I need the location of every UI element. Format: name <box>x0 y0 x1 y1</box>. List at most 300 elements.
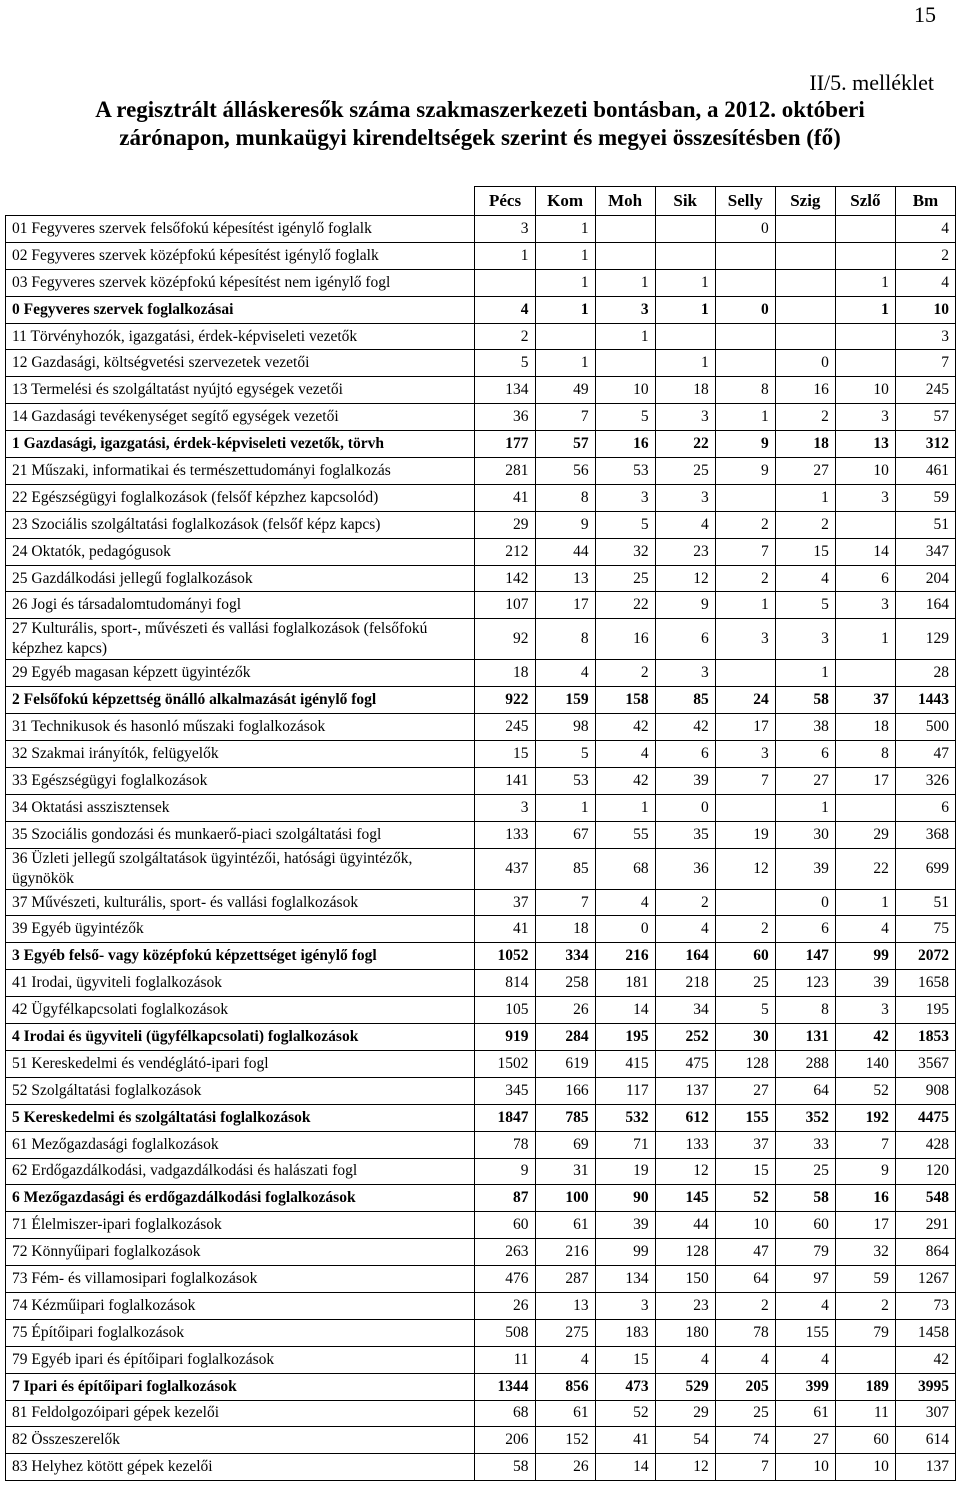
value-cell: 0 <box>655 794 715 821</box>
row-label: 25 Gazdálkodási jellegű foglalkozások <box>6 565 475 592</box>
value-cell: 98 <box>535 714 595 741</box>
value-cell: 71 <box>595 1131 655 1158</box>
value-cell: 19 <box>715 821 775 848</box>
value-cell: 281 <box>475 458 535 485</box>
value-cell: 60 <box>475 1212 535 1239</box>
value-cell: 4 <box>895 269 955 296</box>
value-cell: 5 <box>475 350 535 377</box>
value-cell: 37 <box>475 889 535 916</box>
value-cell <box>655 216 715 243</box>
value-cell: 44 <box>535 538 595 565</box>
value-cell: 4 <box>655 511 715 538</box>
value-cell: 8 <box>775 997 835 1024</box>
value-cell: 428 <box>895 1131 955 1158</box>
table-row <box>6 350 956 377</box>
value-cell: 34 <box>655 997 715 1024</box>
value-cell: 461 <box>895 458 955 485</box>
value-cell: 284 <box>535 1024 595 1051</box>
table-row <box>6 1212 956 1239</box>
value-cell: 19 <box>595 1158 655 1185</box>
value-cell: 61 <box>535 1212 595 1239</box>
value-cell: 11 <box>475 1346 535 1373</box>
value-cell: 17 <box>835 1212 895 1239</box>
row-label: 0 Fegyveres szervek foglalkozásai <box>6 296 475 323</box>
value-cell: 2 <box>475 323 535 350</box>
value-cell: 8 <box>715 377 775 404</box>
table-row <box>6 741 956 768</box>
value-cell: 3 <box>595 1292 655 1319</box>
value-cell: 345 <box>475 1077 535 1104</box>
value-cell: 152 <box>535 1427 595 1454</box>
value-cell: 13 <box>835 431 895 458</box>
value-cell: 55 <box>595 821 655 848</box>
value-cell: 57 <box>535 431 595 458</box>
value-cell: 8 <box>535 619 595 660</box>
table-row <box>6 1454 956 1481</box>
row-label: 2 Felsőfokú képzettség önálló alkalmazását igénylő fogl <box>6 687 475 714</box>
value-cell: 8 <box>835 741 895 768</box>
value-cell: 128 <box>655 1239 715 1266</box>
table-row <box>6 767 956 794</box>
value-cell: 3 <box>655 660 715 687</box>
value-cell: 18 <box>655 377 715 404</box>
value-cell: 2 <box>775 404 835 431</box>
value-cell: 24 <box>715 687 775 714</box>
value-cell: 75 <box>895 916 955 943</box>
row-label: 22 Egészségügyi foglalkozások (felsőf képzhez kapcsolód) <box>6 484 475 511</box>
value-cell <box>835 323 895 350</box>
value-cell: 919 <box>475 1024 535 1051</box>
value-cell: 1 <box>535 794 595 821</box>
value-cell <box>475 269 535 296</box>
row-label: 24 Oktatók, pedagógusok <box>6 538 475 565</box>
value-cell: 61 <box>535 1400 595 1427</box>
value-cell: 1 <box>775 660 835 687</box>
value-cell: 437 <box>475 848 535 889</box>
row-label: 52 Szolgáltatási foglalkozások <box>6 1077 475 1104</box>
value-cell: 1 <box>775 484 835 511</box>
value-cell: 263 <box>475 1239 535 1266</box>
table-row <box>6 660 956 687</box>
value-cell: 56 <box>535 458 595 485</box>
value-cell: 2072 <box>895 943 955 970</box>
value-cell <box>775 323 835 350</box>
value-cell: 58 <box>775 687 835 714</box>
value-cell: 51 <box>895 511 955 538</box>
value-cell: 61 <box>775 1400 835 1427</box>
value-cell: 30 <box>775 821 835 848</box>
value-cell <box>715 350 775 377</box>
header-corner <box>6 187 475 216</box>
value-cell: 288 <box>775 1050 835 1077</box>
value-cell: 352 <box>775 1104 835 1131</box>
value-cell: 9 <box>715 431 775 458</box>
value-cell: 73 <box>895 1292 955 1319</box>
table-row <box>6 458 956 485</box>
value-cell: 10 <box>715 1212 775 1239</box>
value-cell: 1 <box>535 242 595 269</box>
value-cell: 908 <box>895 1077 955 1104</box>
value-cell: 334 <box>535 943 595 970</box>
value-cell: 500 <box>895 714 955 741</box>
value-cell: 4 <box>475 296 535 323</box>
value-cell: 181 <box>595 970 655 997</box>
table-row <box>6 511 956 538</box>
value-cell: 155 <box>715 1104 775 1131</box>
value-cell: 183 <box>595 1319 655 1346</box>
value-cell: 22 <box>655 431 715 458</box>
value-cell: 79 <box>835 1319 895 1346</box>
value-cell: 41 <box>475 484 535 511</box>
table-row-subtotal <box>6 943 956 970</box>
row-label: 36 Üzleti jellegű szolgáltatások ügyintézői, hatósági ügyintézők, ügynökök <box>6 848 475 889</box>
value-cell <box>775 242 835 269</box>
value-cell: 39 <box>835 970 895 997</box>
value-cell: 1 <box>535 350 595 377</box>
value-cell: 9 <box>715 458 775 485</box>
value-cell: 164 <box>895 592 955 619</box>
header-cell: Szig <box>775 187 835 216</box>
value-cell: 17 <box>535 592 595 619</box>
value-cell: 2 <box>595 660 655 687</box>
value-cell: 7 <box>715 767 775 794</box>
value-cell: 6 <box>655 619 715 660</box>
value-cell: 4 <box>595 741 655 768</box>
value-cell: 2 <box>835 1292 895 1319</box>
value-cell: 192 <box>835 1104 895 1131</box>
value-cell: 189 <box>835 1373 895 1400</box>
value-cell: 52 <box>715 1185 775 1212</box>
value-cell: 216 <box>535 1239 595 1266</box>
table-row <box>6 216 956 243</box>
value-cell: 164 <box>655 943 715 970</box>
title-line-2: zárónapon, munkaügyi kirendeltségek szerint és megyei összesítésben (fő) <box>119 125 841 150</box>
value-cell: 38 <box>775 714 835 741</box>
value-cell: 15 <box>715 1158 775 1185</box>
table-body <box>6 216 956 1481</box>
value-cell <box>835 511 895 538</box>
value-cell: 140 <box>835 1050 895 1077</box>
value-cell: 25 <box>775 1158 835 1185</box>
row-label: 32 Szakmai irányítók, felügyelők <box>6 741 475 768</box>
row-label: 41 Irodai, ügyviteli foglalkozások <box>6 970 475 997</box>
value-cell: 120 <box>895 1158 955 1185</box>
value-cell: 42 <box>835 1024 895 1051</box>
value-cell: 699 <box>895 848 955 889</box>
value-cell: 476 <box>475 1266 535 1293</box>
value-cell: 29 <box>655 1400 715 1427</box>
value-cell: 16 <box>595 431 655 458</box>
value-cell: 6 <box>835 565 895 592</box>
table-row <box>6 889 956 916</box>
value-cell: 4 <box>595 889 655 916</box>
table-row <box>6 269 956 296</box>
value-cell: 145 <box>655 1185 715 1212</box>
value-cell: 39 <box>655 767 715 794</box>
value-cell: 1 <box>475 242 535 269</box>
value-cell: 60 <box>835 1427 895 1454</box>
value-cell: 1458 <box>895 1319 955 1346</box>
value-cell: 67 <box>535 821 595 848</box>
value-cell: 41 <box>595 1427 655 1454</box>
value-cell: 1 <box>535 216 595 243</box>
value-cell: 275 <box>535 1319 595 1346</box>
value-cell: 548 <box>895 1185 955 1212</box>
value-cell: 99 <box>835 943 895 970</box>
value-cell: 1 <box>595 323 655 350</box>
value-cell: 0 <box>715 296 775 323</box>
row-label: 12 Gazdasági, költségvetési szervezetek vezetői <box>6 350 475 377</box>
value-cell: 12 <box>715 848 775 889</box>
value-cell <box>715 484 775 511</box>
value-cell: 4 <box>895 216 955 243</box>
value-cell: 2 <box>715 565 775 592</box>
row-label: 27 Kulturális, sport-, művészeti és vallási foglalkozások (felsőfokú képzhez kapcs) <box>6 619 475 660</box>
title-line-1: A regisztrált álláskeresők száma szakmaszerkezeti bontásban, a 2012. októberi <box>95 97 865 122</box>
row-label: 7 Ipari és építőipari foglalkozások <box>6 1373 475 1400</box>
value-cell <box>835 216 895 243</box>
value-cell: 195 <box>895 997 955 1024</box>
value-cell: 131 <box>775 1024 835 1051</box>
value-cell: 1847 <box>475 1104 535 1131</box>
table-row <box>6 1427 956 1454</box>
value-cell: 6 <box>895 794 955 821</box>
value-cell: 36 <box>475 404 535 431</box>
table-row-subtotal <box>6 1104 956 1131</box>
value-cell: 117 <box>595 1077 655 1104</box>
value-cell: 7 <box>895 350 955 377</box>
value-cell: 6 <box>775 916 835 943</box>
table-row <box>6 377 956 404</box>
table-row-subtotal <box>6 1185 956 1212</box>
value-cell: 155 <box>775 1319 835 1346</box>
row-label: 1 Gazdasági, igazgatási, érdek-képviseleti vezetők, törvh <box>6 431 475 458</box>
value-cell: 22 <box>595 592 655 619</box>
value-cell: 5 <box>595 511 655 538</box>
value-cell: 59 <box>835 1266 895 1293</box>
page-number: 15 <box>914 2 936 27</box>
table-row-subtotal <box>6 1024 956 1051</box>
value-cell: 27 <box>715 1077 775 1104</box>
value-cell: 12 <box>655 1158 715 1185</box>
value-cell: 15 <box>475 741 535 768</box>
row-label: 72 Könnyűipari foglalkozások <box>6 1239 475 1266</box>
value-cell: 26 <box>475 1292 535 1319</box>
value-cell: 1443 <box>895 687 955 714</box>
value-cell: 1 <box>595 269 655 296</box>
value-cell: 42 <box>595 767 655 794</box>
value-cell <box>715 889 775 916</box>
value-cell: 39 <box>595 1212 655 1239</box>
row-label: 62 Erdőgazdálkodási, vadgazdálkodási és halászati fogl <box>6 1158 475 1185</box>
value-cell: 13 <box>535 565 595 592</box>
table-row <box>6 970 956 997</box>
table-row <box>6 1131 956 1158</box>
value-cell: 9 <box>535 511 595 538</box>
value-cell: 8 <box>535 484 595 511</box>
table-row <box>6 1158 956 1185</box>
value-cell: 133 <box>655 1131 715 1158</box>
table-row <box>6 565 956 592</box>
header-cell: Szlő <box>835 187 895 216</box>
value-cell: 1 <box>835 269 895 296</box>
value-cell: 150 <box>655 1266 715 1293</box>
value-cell: 399 <box>775 1373 835 1400</box>
value-cell: 52 <box>595 1400 655 1427</box>
value-cell: 134 <box>475 377 535 404</box>
value-cell <box>595 242 655 269</box>
value-cell <box>715 269 775 296</box>
value-cell: 25 <box>715 1400 775 1427</box>
table-row <box>6 484 956 511</box>
value-cell: 58 <box>475 1454 535 1481</box>
value-cell: 2 <box>895 242 955 269</box>
value-cell: 137 <box>895 1454 955 1481</box>
row-label: 61 Mezőgazdasági foglalkozások <box>6 1131 475 1158</box>
value-cell: 15 <box>775 538 835 565</box>
value-cell: 1 <box>835 889 895 916</box>
value-cell: 60 <box>775 1212 835 1239</box>
value-cell <box>835 242 895 269</box>
value-cell: 147 <box>775 943 835 970</box>
value-cell: 864 <box>895 1239 955 1266</box>
row-label: 33 Egészségügyi foglalkozások <box>6 767 475 794</box>
value-cell: 90 <box>595 1185 655 1212</box>
row-label: 26 Jogi és társadalomtudományi fogl <box>6 592 475 619</box>
value-cell: 4 <box>655 916 715 943</box>
value-cell: 14 <box>595 1454 655 1481</box>
value-cell: 44 <box>655 1212 715 1239</box>
value-cell: 529 <box>655 1373 715 1400</box>
value-cell: 16 <box>775 377 835 404</box>
value-cell <box>535 323 595 350</box>
row-label: 6 Mezőgazdasági és erdőgazdálkodási foglalkozások <box>6 1185 475 1212</box>
value-cell <box>835 1346 895 1373</box>
value-cell: 856 <box>535 1373 595 1400</box>
value-cell: 137 <box>655 1077 715 1104</box>
value-cell: 1 <box>655 269 715 296</box>
value-cell: 159 <box>535 687 595 714</box>
row-label: 51 Kereskedelmi és vendéglátó-ipari fogl <box>6 1050 475 1077</box>
value-cell: 10 <box>775 1454 835 1481</box>
value-cell: 142 <box>475 565 535 592</box>
value-cell: 6 <box>655 741 715 768</box>
value-cell: 1853 <box>895 1024 955 1051</box>
table-row <box>6 1266 956 1293</box>
value-cell: 25 <box>715 970 775 997</box>
value-cell: 3 <box>655 484 715 511</box>
value-cell: 30 <box>715 1024 775 1051</box>
value-cell: 12 <box>655 565 715 592</box>
value-cell: 28 <box>895 660 955 687</box>
value-cell: 3 <box>775 619 835 660</box>
table-row <box>6 404 956 431</box>
table-row <box>6 916 956 943</box>
value-cell: 326 <box>895 767 955 794</box>
table-row <box>6 1319 956 1346</box>
occupation-table <box>5 186 956 1481</box>
row-label: 82 Összeszerelők <box>6 1427 475 1454</box>
value-cell: 16 <box>835 1185 895 1212</box>
header-cell: Moh <box>595 187 655 216</box>
value-cell: 3 <box>655 404 715 431</box>
value-cell <box>775 216 835 243</box>
row-label: 11 Törvényhozók, igazgatási, érdek-képviseleti vezetők <box>6 323 475 350</box>
value-cell: 532 <box>595 1104 655 1131</box>
value-cell: 245 <box>895 377 955 404</box>
annex-label: II/5. melléklet <box>809 70 934 95</box>
row-label: 74 Kézműipari foglalkozások <box>6 1292 475 1319</box>
table-row <box>6 323 956 350</box>
value-cell: 18 <box>775 431 835 458</box>
value-cell: 0 <box>715 216 775 243</box>
value-cell: 87 <box>475 1185 535 1212</box>
value-cell: 52 <box>835 1077 895 1104</box>
value-cell: 53 <box>535 767 595 794</box>
header-cell: Bm <box>895 187 955 216</box>
value-cell: 7 <box>535 889 595 916</box>
value-cell: 287 <box>535 1266 595 1293</box>
value-cell: 922 <box>475 687 535 714</box>
value-cell <box>715 794 775 821</box>
value-cell <box>655 242 715 269</box>
row-label: 71 Élelmiszer-ipari foglalkozások <box>6 1212 475 1239</box>
value-cell: 58 <box>775 1185 835 1212</box>
value-cell: 10 <box>835 377 895 404</box>
table-row <box>6 997 956 1024</box>
table-row-subtotal <box>6 1373 956 1400</box>
value-cell: 35 <box>655 821 715 848</box>
value-cell: 252 <box>655 1024 715 1051</box>
value-cell <box>595 350 655 377</box>
value-cell: 307 <box>895 1400 955 1427</box>
value-cell: 6 <box>775 741 835 768</box>
value-cell: 7 <box>715 1454 775 1481</box>
table-row <box>6 1400 956 1427</box>
row-label: 75 Építőipari foglalkozások <box>6 1319 475 1346</box>
value-cell: 3 <box>715 741 775 768</box>
value-cell: 42 <box>895 1346 955 1373</box>
value-cell: 64 <box>715 1266 775 1293</box>
value-cell: 17 <box>715 714 775 741</box>
value-cell: 785 <box>535 1104 595 1131</box>
value-cell: 9 <box>655 592 715 619</box>
value-cell: 129 <box>895 619 955 660</box>
table-row <box>6 794 956 821</box>
value-cell: 3 <box>835 592 895 619</box>
table-row-subtotal <box>6 296 956 323</box>
value-cell: 22 <box>835 848 895 889</box>
value-cell: 1 <box>775 794 835 821</box>
value-cell: 475 <box>655 1050 715 1077</box>
value-cell: 814 <box>475 970 535 997</box>
value-cell: 92 <box>475 619 535 660</box>
row-label: 4 Irodai és ügyviteli (ügyfélkapcsolati) foglalkozások <box>6 1024 475 1051</box>
value-cell: 128 <box>715 1050 775 1077</box>
value-cell: 291 <box>895 1212 955 1239</box>
row-label: 73 Fém- és villamosipari foglalkozások <box>6 1266 475 1293</box>
value-cell <box>715 323 775 350</box>
table-row <box>6 821 956 848</box>
value-cell: 10 <box>595 377 655 404</box>
value-cell: 51 <box>895 889 955 916</box>
value-cell: 0 <box>775 350 835 377</box>
row-label: 39 Egyéb ügyintézők <box>6 916 475 943</box>
row-label: 31 Technikusok és hasonló műszaki foglalkozások <box>6 714 475 741</box>
value-cell: 4 <box>775 1346 835 1373</box>
value-cell: 3567 <box>895 1050 955 1077</box>
row-label: 14 Gazdasági tevékenységet segítő egységek vezetői <box>6 404 475 431</box>
